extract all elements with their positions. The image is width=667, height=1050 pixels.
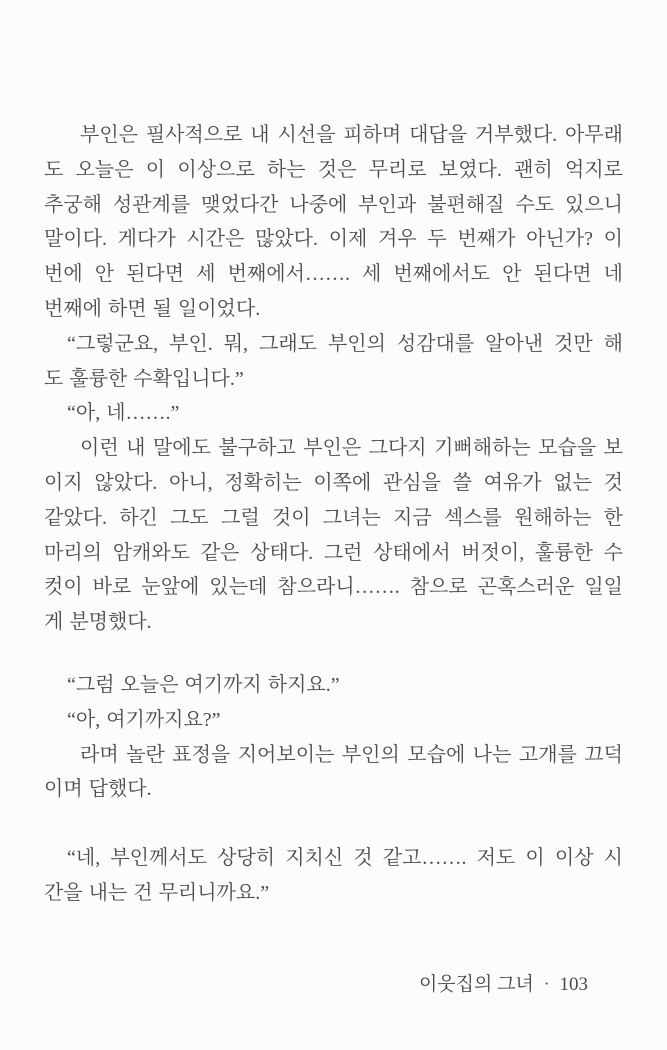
text-line: “아, 여기까지요?”: [67, 708, 221, 731]
text-line: “그렇군요, 부인. 뭐, 그래도 부인의 성감대를 알아낸 것만 해: [67, 332, 623, 355]
text-line: 이런 내 말에도 불구하고 부인은 그다지 기뻐해하는 모습을 보: [80, 437, 623, 460]
body-text: [44, 118, 623, 911]
text-line: 이며 답했다.: [44, 778, 152, 801]
text-line: 간을 내는 건 무리니까요.”: [44, 881, 270, 904]
text-line: 번째에 하면 될 일이었다.: [44, 297, 261, 320]
page-footer: [419, 971, 588, 998]
separator-dot: ·: [543, 974, 550, 993]
text-line: 이지 않았다. 아니, 정확히는 이쪽에 관심을 쓸 여유가 없는 것: [44, 471, 623, 494]
text-line: 컷이 바로 눈앞에 있는데 참으라니……. 참으로 곤혹스러운 일일: [44, 576, 623, 599]
text-line: 번에 안 된다면 세 번째에서……. 세 번째에서도 안 된다면 네: [44, 263, 623, 286]
text-line: 게 분명했다.: [44, 611, 152, 634]
text-line: 말이다. 게다가 시간은 많았다. 이제 겨우 두 번째가 아닌가? 이: [44, 228, 623, 251]
text-line: “네, 부인께서도 상당히 지치신 것 같고……. 저도 이 이상 시: [67, 847, 623, 870]
text-line: “아, 네…….”: [67, 402, 180, 425]
book-title: 이웃집의 그녀: [418, 974, 534, 995]
page-number: 103: [559, 974, 588, 995]
text-line: 마리의 암캐와도 같은 상태다. 그런 상태에서 버젓이, 훌륭한 수: [44, 541, 623, 564]
text-line: 같았다. 하긴 그도 그럴 것이 그녀는 지금 섹스를 원해하는 한: [44, 506, 623, 529]
text-line: “그럼 오늘은 여기까지 하지요.”: [67, 673, 340, 696]
text-line: 도 오늘은 이 이상으로 하는 것은 무리로 보였다. 괜히 억지로: [44, 158, 623, 181]
text-line: 도 훌륭한 수확입니다.”: [44, 367, 244, 390]
text-line: 라며 놀란 표정을 지어보이는 부인의 모습에 나는 고개를 끄덕: [80, 743, 623, 766]
text-line: 추궁해 성관계를 맺었다간 나중에 부인과 불편해질 수도 있으니: [44, 193, 623, 216]
text-line: 부인은 필사적으로 내 시선을 피하며 대답을 거부했다. 아무래: [80, 124, 623, 146]
